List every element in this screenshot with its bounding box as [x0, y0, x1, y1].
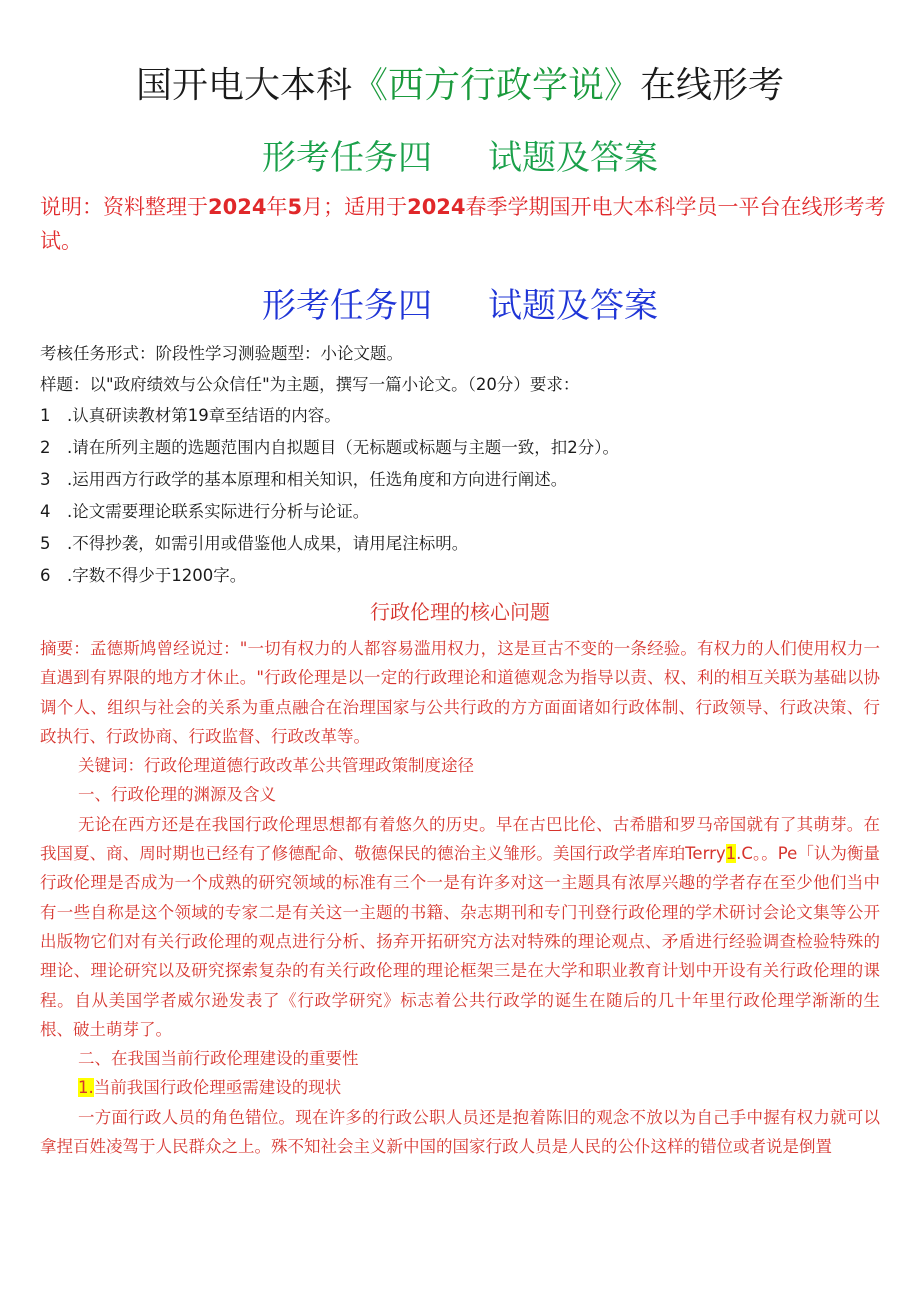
- essay-paragraph-1: [40, 810, 880, 1044]
- requirement-item: 1 .认真研读教材第19章至结语的内容。: [40, 406, 341, 425]
- essay-subheading-1: [40, 1073, 880, 1102]
- task-sample-line: 样题：以"政府绩效与公众信任"为主题，撰写一篇小论文。（20分）要求：: [40, 375, 580, 394]
- task-form-line: 考核任务形式：阶段性学习测验题型：小论文题。: [40, 344, 403, 363]
- subtitle-green: [0, 136, 920, 180]
- subtitle-answers: 试题及答案: [488, 138, 658, 178]
- notice-year-2: 2024: [407, 195, 466, 219]
- requirement-item: 4 .论文需要理论联系实际进行分析与论证。: [40, 502, 370, 521]
- requirement-item: 6 .字数不得少于1200字。: [40, 566, 247, 585]
- section-heading-blue: [0, 284, 920, 328]
- notice-text-1: 说明：资料整理于: [40, 195, 208, 219]
- title-suffix: 在线形考: [640, 65, 785, 106]
- essay-title: 行政伦理的核心问题: [370, 600, 550, 624]
- essay-section-heading-2: 二、在我国当前行政伦理建设的重要性: [78, 1049, 359, 1069]
- subtitle-task: 形考任务四: [262, 138, 432, 178]
- notice-year-1: 2024: [208, 195, 267, 219]
- notice-month: 5: [287, 195, 303, 219]
- essay-abstract: 摘要：孟德斯鸠曾经说过："一切有权力的人都容易滥用权力，这是亘古不变的一条经验。有权力的人们使用权力一直遇到有界限的地方才休止。"行政伦理是以一定的行政理论和道德观念为指导以责、权、利的相互关联为基础以协调个人、组织与社会的关系为重点融合在治理国家与公共行政的方方面面诸如行政体制、行政领导、行政决策、行政执行、行政协商、行政监督、行政改革等。: [40, 639, 880, 746]
- essay-keywords: 关键词：行政伦理道德行政改革公共管理政策制度途径: [78, 756, 474, 776]
- essay-paragraph-2: 一方面行政人员的角色错位。现在许多的行政公职人员还是抱着陈旧的观念不放以为自己手中握有权力就可以拿捏百姓凌驾于人民群众之上。殊不知社会主义新中国的国家行政人员是人民的公仆这样的错位或者说是倒置: [40, 1107, 880, 1157]
- paragraph-1-text-b: .C。。Pe「认为衡量行政伦理是否成为一个成熟的研究领域的标准有三个一是有许多对这一主题具有浓厚兴趣的学者存在至少他们当中有一些自称是这个领域的专家二是有关这一主题的书籍、杂志期刊和专门刊登行政伦理的学术研讨会论文集等公开出版物它们对有关行政伦理的观点进行分析、扬弃开拓研究方法对特殊的理论观点、矛盾进行经验调查检验特殊的理论、理论研究以及研究探索复杂的有关行政伦理的理论框架三是在大学和职业教育计划中开设有关行政伦理的课程。自从美国学者威尔逊发表了《行政学研究》标志着公共行政学的诞生在随后的几十年里行政伦理学渐渐的生根、破土萌芽了。: [40, 844, 881, 1039]
- requirement-item: 2 .请在所列主题的选题范围内自拟题目（无标题或标题与主题一致，扣2分）。: [40, 438, 619, 457]
- paragraph-1-text-a: 无论在西方还是在我国行政伦理思想都有着悠久的历史。早在古巴比伦、古希腊和罗马帝国就有了其萌芽。在我国夏、商、周时期也已经有了修德配命、敬德保民的德治主义雏形。美国行政学者库珀Terry: [40, 814, 880, 864]
- title-book-name: 《西方行政学说》: [351, 65, 640, 106]
- subheading-1-text: 当前我国行政伦理亟需建设的现状: [93, 1078, 342, 1098]
- document-title: [0, 62, 920, 110]
- section-heading-task: 形考任务四: [262, 286, 432, 326]
- notice-text-2: 年: [266, 195, 288, 219]
- notice-paragraph: [40, 190, 886, 258]
- essay-body: [40, 634, 880, 1161]
- essay-section-heading-1: 一、行政伦理的渊源及含义: [78, 785, 276, 805]
- requirement-item: 3 .运用西方行政学的基本原理和相关知识，任选角度和方向进行阐述。: [40, 470, 568, 489]
- requirement-item: 5 .不得抄袭，如需引用或借鉴他人成果，请用尾注标明。: [40, 534, 469, 553]
- title-prefix: 国开电大本科: [135, 65, 352, 106]
- section-heading-answers: 试题及答案: [488, 286, 658, 326]
- highlight-mark: 1: [725, 844, 737, 864]
- notice-text-4: 春季学期国开电大本科学员一平台在线形考考试。: [40, 195, 886, 253]
- notice-text-3: 月；适用于: [302, 195, 408, 219]
- highlight-mark: 1.: [78, 1078, 94, 1098]
